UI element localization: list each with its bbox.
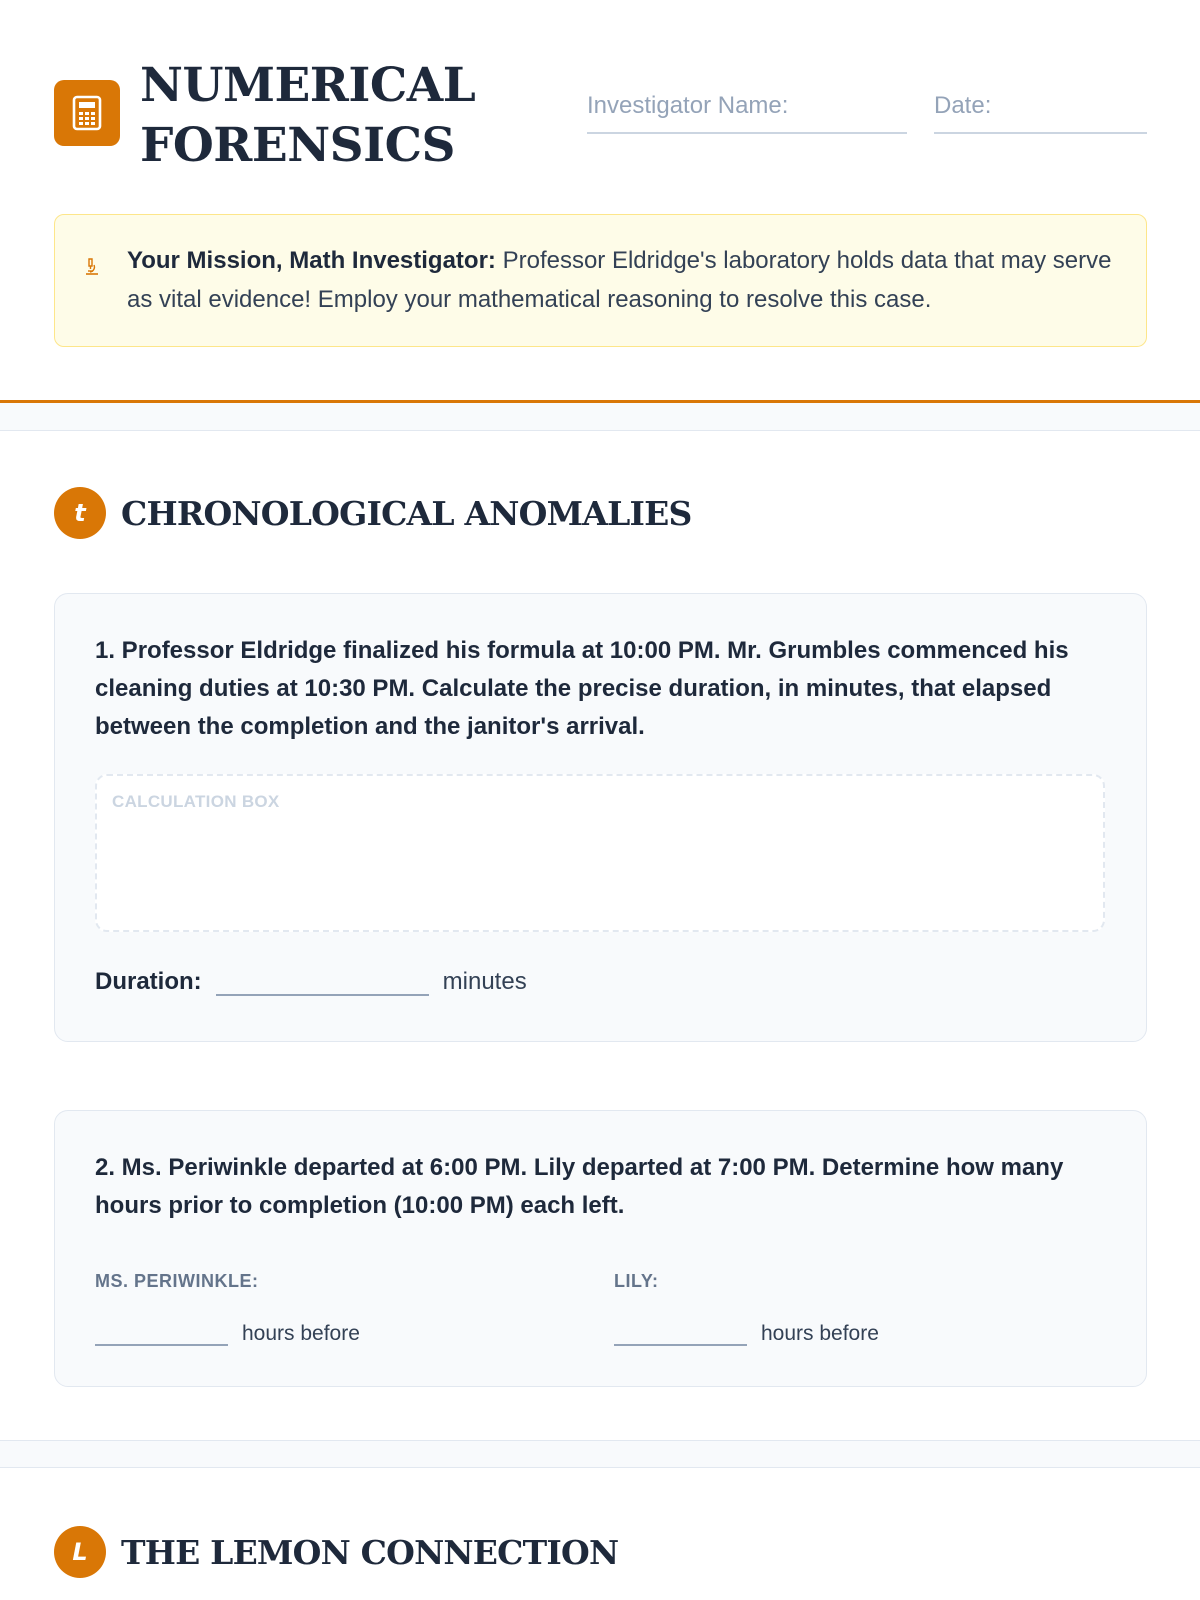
- question-text: 1. Professor Eldridge finalized his formula at 10:00 PM. Mr. Grumbles commenced his cleaning duties at 10:30 PM. Calculate the precise duration, in minutes, that elapsed between the completion and the janitor's arrival.: [95, 637, 1069, 740]
- question-card-2: [54, 1110, 1147, 1387]
- answer-part-lily: [614, 1271, 879, 1346]
- mission-callout: [54, 214, 1147, 347]
- section-heading-lemon: [54, 1525, 618, 1579]
- section-badge: L: [54, 1526, 106, 1578]
- divider-band: [0, 403, 1200, 431]
- periwinkle-answer-field[interactable]: [95, 1314, 228, 1346]
- part-label: MS. PERIWINKLE:: [95, 1271, 259, 1291]
- duration-answer-field[interactable]: [216, 960, 429, 996]
- section-badge: t: [54, 487, 106, 539]
- divider-band: [0, 1440, 1200, 1468]
- answer-part-periwinkle: [95, 1271, 360, 1346]
- investigator-name-label: Investigator Name:: [587, 92, 789, 119]
- investigator-name-field[interactable]: [587, 90, 907, 134]
- section-title: THE LEMON CONNECTION: [121, 1532, 619, 1572]
- part-label: LILY:: [614, 1271, 659, 1291]
- answer-row: [95, 956, 527, 996]
- answer-label: Duration:: [95, 968, 202, 995]
- worksheet-header: [54, 52, 1147, 172]
- calculator-icon: [54, 80, 120, 146]
- section-heading-chronological: [54, 486, 692, 540]
- part-unit: hours before: [761, 1322, 879, 1345]
- date-label: Date:: [934, 92, 992, 119]
- mission-body: Professor Eldridge's laboratory holds data that may serve as vital evidence! Employ your mathematical reasoning to resolve this case.: [127, 247, 1112, 313]
- question-text: 2. Ms. Periwinkle departed at 6:00 PM. Lily departed at 7:00 PM. Determine how many hours prior to completion (10:00 PM) each left.: [95, 1154, 1064, 1219]
- lily-answer-field[interactable]: [614, 1314, 747, 1346]
- part-unit: hours before: [242, 1322, 360, 1345]
- section-title: CHRONOLOGICAL ANOMALIES: [121, 493, 692, 533]
- calculation-box-label: CALCULATION BOX: [112, 792, 280, 811]
- calculation-box[interactable]: [95, 774, 1105, 932]
- answer-unit: minutes: [442, 968, 527, 995]
- mission-text: [127, 241, 1117, 319]
- microscope-icon: [83, 257, 101, 277]
- page-title: NUMERICAL FORENSICS: [140, 58, 476, 173]
- date-field[interactable]: [934, 90, 1147, 134]
- mission-lead: Your Mission, Math Investigator:: [127, 247, 496, 274]
- question-card-1: [54, 593, 1147, 1042]
